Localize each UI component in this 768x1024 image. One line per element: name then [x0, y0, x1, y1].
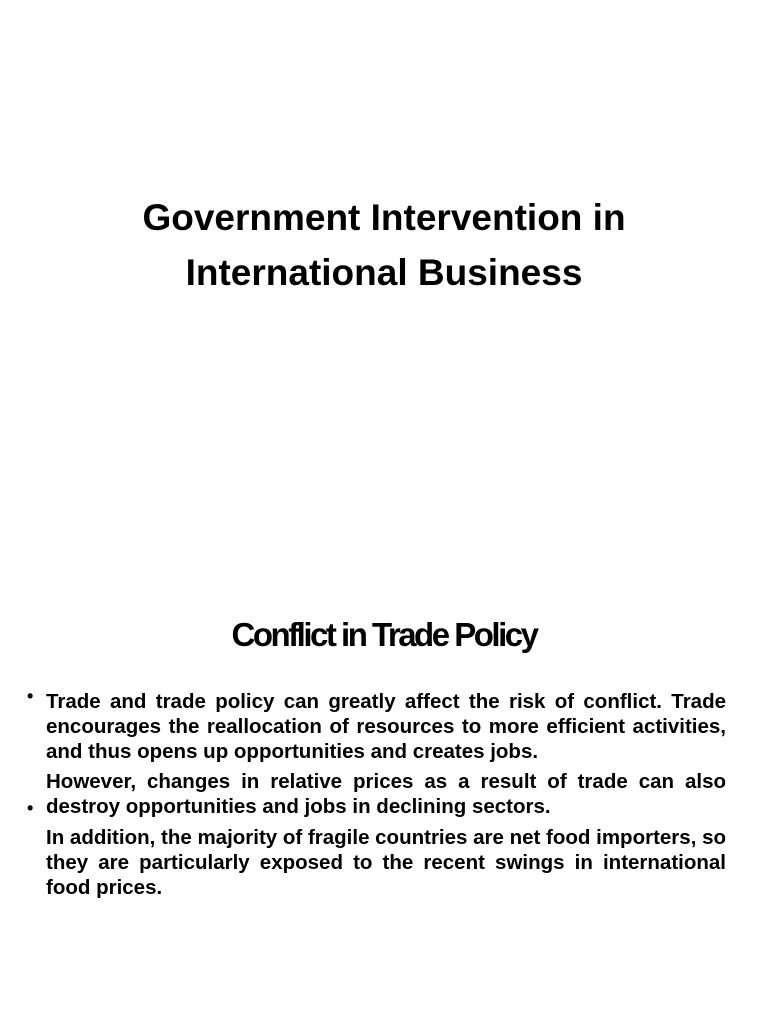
slide-title-line-1: Government Intervention in: [142, 197, 626, 238]
bullet-list: [46, 689, 726, 906]
bullet-marker-1: •: [27, 686, 34, 706]
bullet-paragraph-2: However, changes in relative prices as a result of trade can also destroy opportunities and jobs in declining sectors.: [46, 770, 726, 818]
slide-title: [0, 190, 768, 300]
bullet-marker-2: •: [27, 798, 34, 818]
bullet-paragraph-3: In addition, the majority of fragile countries are net food importers, so they are particularly exposed to the recent swings in international food prices.: [46, 826, 727, 899]
section-heading: Conflict in Trade Policy: [231, 616, 537, 653]
slide-content-page: [0, 512, 768, 1024]
slide-title-line-2: International Business: [185, 252, 583, 293]
bullet-paragraph-1: Trade and trade policy can greatly affect the risk of conflict. Trade encourages the reallocation of resources to more efficient activities, and thus opens up opportunities and creates jobs.: [46, 690, 726, 763]
